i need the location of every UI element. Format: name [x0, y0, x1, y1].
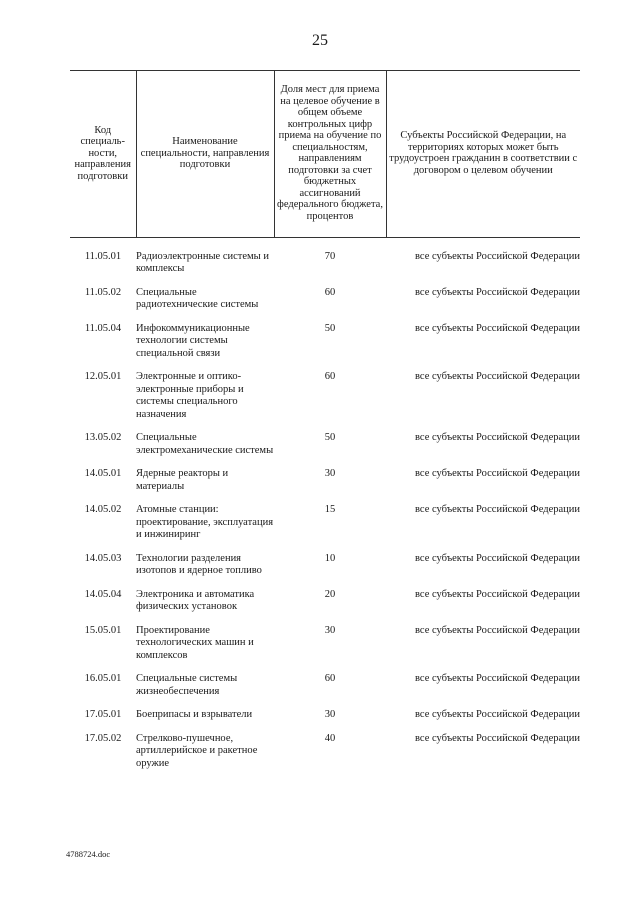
row-code: 17.05.01 [84, 709, 122, 720]
table-row [70, 432, 580, 468]
row-percent: 30 [324, 624, 336, 636]
table-row [70, 468, 580, 504]
footer-file-name: 4788724.doc [66, 849, 111, 859]
row-code: 11.05.01 [84, 250, 122, 262]
row-regions: все субъекты Российской Федерации [415, 504, 580, 515]
row-name: Специальные электромеханические системы [136, 432, 274, 456]
row-regions: все субъекты Российской Федерации [415, 552, 580, 564]
header-name: Наименование специальности, направления подготовки [136, 70, 274, 237]
row-regions: все субъекты Российской Федерации [415, 709, 580, 720]
row-name: Атомные станции: проектирование, эксплуатация и инжиниринг [136, 504, 274, 540]
row-name: Боеприпасы и взрыватели [136, 709, 253, 720]
row-regions: все субъекты Российской Федерации [415, 673, 580, 684]
row-name: Радиоэлектронные системы и комплексы [136, 250, 269, 274]
row-name: Специальные радиотехнические системы [136, 286, 259, 310]
row-percent: 30 [324, 709, 336, 720]
row-name: Технологии разделения изотопов и ядерное топливо [136, 552, 262, 576]
table-row [70, 589, 580, 625]
row-code: 12.05.01 [84, 371, 122, 382]
row-code: 14.05.04 [84, 588, 122, 600]
row-name: Специальные системы жизнеобеспечения [136, 673, 238, 697]
row-name: Инфокоммуникационные технологии системы специальной связи [136, 322, 250, 359]
row-code: 15.05.01 [84, 624, 122, 636]
row-percent: 40 [324, 732, 336, 744]
header-share: Доля мест для приема на целевое обучение в общем объеме контрольных цифр приема на обучение по специальностям, направлениям подготовки за счет бюджетных ассигнований федерального бюджета, процентов [274, 70, 386, 237]
row-name: Электроника и автоматика физических установок [136, 588, 255, 612]
row-regions: все субъекты Российской Федерации [415, 588, 580, 600]
row-name: Электронные и оптико-электронные приборы и системы специального назначения [136, 371, 244, 420]
row-regions: все субъекты Российской Федерации [415, 250, 580, 262]
table-row [70, 371, 580, 432]
table-body [70, 237, 580, 781]
table-row [70, 504, 580, 553]
row-percent: 60 [324, 286, 336, 298]
row-code: 11.05.04 [84, 322, 122, 334]
table-row [70, 553, 580, 589]
row-code: 16.05.01 [84, 673, 122, 684]
row-percent: 60 [324, 673, 336, 684]
table-row [70, 709, 580, 733]
row-percent: 20 [324, 588, 336, 600]
table-row [70, 673, 580, 709]
row-code: 13.05.02 [84, 432, 122, 443]
row-regions: все субъекты Российской Федерации [415, 286, 580, 298]
row-code: 11.05.02 [84, 286, 122, 298]
row-name: Проектирование технологических машин и комплексов [136, 624, 254, 661]
table-header-row [70, 70, 580, 237]
row-percent: 30 [324, 468, 336, 479]
row-percent: 15 [324, 504, 336, 515]
row-code: 14.05.03 [84, 552, 122, 564]
table-row [70, 625, 580, 674]
row-regions: все субъекты Российской Федерации [415, 371, 580, 382]
row-regions: все субъекты Российской Федерации [415, 432, 580, 443]
table-row [70, 251, 580, 287]
header-regions: Субъекты Российской Федерации, на территориях которых может быть трудоустроен гражданин в соответствии с договором о целевом обучении [386, 70, 580, 237]
page-number: 25 [312, 32, 328, 49]
row-code: 14.05.02 [84, 504, 122, 515]
row-name: Стрелково-пушечное, артиллерийское и ракетное оружие [136, 732, 258, 769]
row-regions: все субъекты Российской Федерации [415, 322, 580, 334]
table-row [70, 287, 580, 323]
row-regions: все субъекты Российской Федерации [415, 468, 580, 479]
row-code: 17.05.02 [84, 732, 122, 744]
row-percent: 50 [324, 322, 336, 334]
specialties-table [70, 70, 580, 781]
table-row [70, 733, 580, 782]
row-regions: все субъекты Российской Федерации [415, 732, 580, 744]
row-percent: 50 [324, 432, 336, 443]
table-row [70, 323, 580, 372]
header-code: Код специаль-ности, направления подготовки [70, 70, 136, 237]
row-name: Ядерные реакторы и материалы [136, 468, 229, 492]
row-regions: все субъекты Российской Федерации [415, 624, 580, 636]
row-percent: 10 [324, 552, 336, 564]
row-percent: 60 [324, 371, 336, 382]
row-code: 14.05.01 [84, 468, 122, 479]
row-percent: 70 [324, 250, 336, 262]
